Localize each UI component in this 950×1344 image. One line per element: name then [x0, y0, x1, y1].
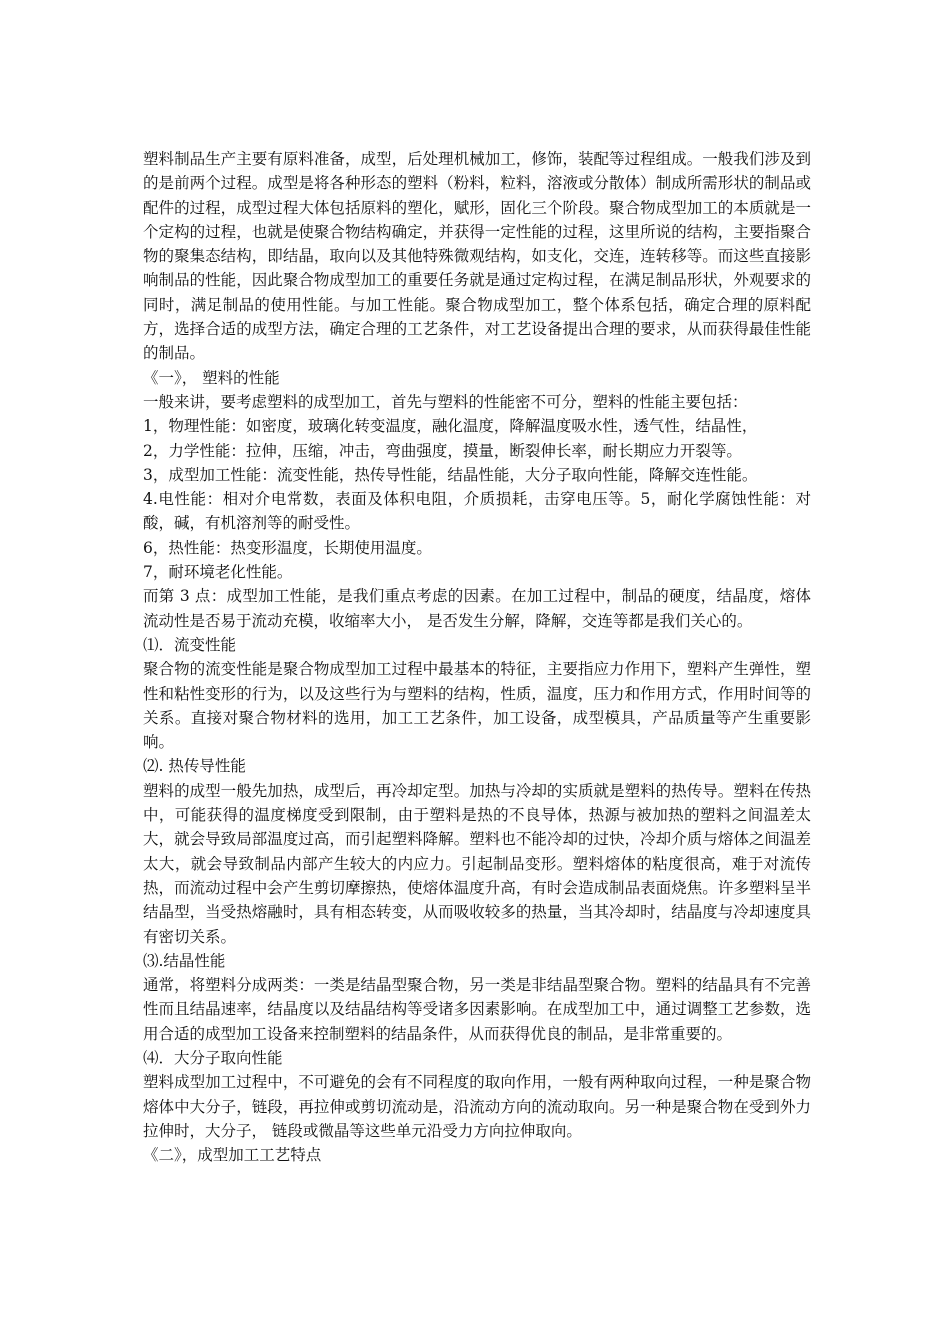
property-item-processing: 3，成型加工性能：流变性能，热传导性能，结晶性能，大分子取向性能，降解交连性能。	[143, 465, 758, 484]
properties-intro-paragraph: 一般来讲，要考虑塑料的成型加工，首先与塑料的性能密不可分，塑料的性能主要包括：	[143, 392, 748, 411]
processing-focus-paragraph: 而第 3 点：成型加工性能，是我们重点考虑的因素。在加工过程中，制品的硬度，结晶度，熔体流动性是否易于流动充模，收缩率大小， 是否发生分解，降解，交连等都是我们关心的。	[143, 587, 811, 630]
document-body	[143, 147, 811, 1167]
intro-paragraph: 塑料制品生产主要有原料准备，成型，后处理机械加工，修饰，装配等过程组成。一般我们涉及到的是前两个过程。成型是将各种形态的塑料（粉料，粒料，溶液或分散体）制成所需形状的制品或配件的过程，成型过程大体包括原料的塑化，赋形，固化三个阶段。聚合物成型加工的本质就是一个定构的过程，也就是使聚合物结构确定，并获得一定性能的过程，这里所说的结构，主要指聚合物的聚集态结构，即结晶，取向以及其他特殊微观结构，如支化，交连，连转移等。而这些直接影响制品的性能，因此聚合物成型加工的重要任务就是通过定构过程，在满足制品形状，外观要求的同时，满足制品的使用性能。与加工性能。聚合物成型加工，整个体系包括，确定合理的原料配方，选择合适的成型方法，确定合理的工艺条件，对工艺设备提出合理的要求，从而获得最佳性能的制品。	[143, 150, 811, 363]
property-item-electrical-chemical: 4.电性能：相对介电常数，表面及体积电阻，介质损耗，击穿电压等。5，耐化学腐蚀性能：对酸，碱，有机溶剂等的耐受性。	[143, 490, 811, 533]
subheading-orientation: ⑷．大分子取向性能	[143, 1048, 283, 1067]
property-item-mechanical: 2，力学性能：拉伸，压缩，冲击，弯曲强度，摸量，断裂伸长率，耐长期应力开裂等。	[143, 441, 742, 460]
subheading-crystallization: ⑶.结晶性能	[143, 951, 226, 970]
section-heading-process-features: 《二》，成型加工工艺特点	[143, 1146, 322, 1165]
section-heading-plastic-properties: 《一》， 塑料的性能	[143, 368, 280, 387]
subheading-heat-conduction: ⑵. 热传导性能	[143, 757, 246, 776]
property-item-aging: 7，耐环境老化性能。	[143, 563, 293, 582]
orientation-paragraph: 塑料成型加工过程中，不可避免的会有不同程度的取向作用，一般有两种取向过程，一种是聚合物熔体中大分子，链段，再拉伸或剪切流动是，沿流动方向的流动取向。另一种是聚合物在受到外力拉伸时，大分子， 链段或微晶等这些单元沿受力方向拉伸取向。	[143, 1073, 811, 1140]
rheology-paragraph: 聚合物的流变性能是聚合物成型加工过程中最基本的特征，主要指应力作用下，塑料产生弹性，塑性和粘性变形的行为，以及这些行为与塑料的结构，性质，温度，压力和作用方式，作用时间等的关系。直接对聚合物材料的选用，加工工艺条件，加工设备，成型模具，产品质量等产生重要影响。	[143, 660, 811, 752]
property-item-thermal: 6，热性能：热变形温度，长期使用温度。	[143, 538, 432, 557]
heat-conduction-paragraph: 塑料的成型一般先加热，成型后，再冷却定型。加热与冷却的实质就是塑料的热传导。塑料在传热中，可能获得的温度梯度受到限制，由于塑料是热的不良导体，热源与被加热的塑料之间温差太大，就会导致局部温度过高，而引起塑料降解。塑料也不能冷却的过快，冷却介质与熔体之间温差太大，就会导致制品内部产生较大的内应力。引起制品变形。塑料熔体的粘度很高，难于对流传热，而流动过程中会产生剪切摩擦热，使熔体温度升高，有时会造成制品表面烧焦。许多塑料呈半结晶型，当受热熔融时，具有相态转变，从而吸收较多的热量，当其冷却时，结晶度与冷却速度具有密切关系。	[143, 781, 811, 946]
subheading-rheology: ⑴．流变性能	[143, 635, 237, 654]
crystallization-paragraph: 通常，将塑料分成两类：一类是结晶型聚合物，另一类是非结晶型聚合物。塑料的结晶具有不完善性而且结晶速率，结晶度以及结晶结构等受诸多因素影响。在成型加工中，通过调整工艺参数，选用合适的成型加工设备来控制塑料的结晶条件，从而获得优良的制品，是非常重要的。	[143, 976, 811, 1043]
property-item-physical: 1，物理性能：如密度，玻璃化转变温度，融化温度，降解温度吸水性，透气性，结晶性，	[143, 417, 758, 436]
